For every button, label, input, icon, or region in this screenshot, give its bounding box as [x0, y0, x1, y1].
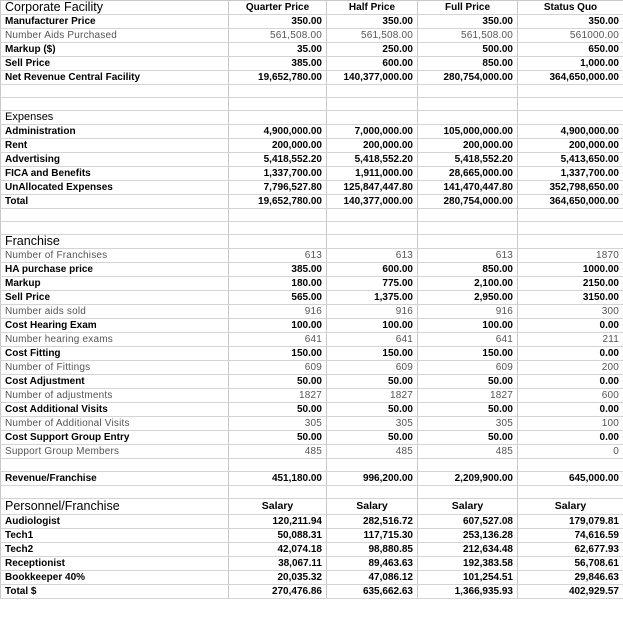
expense-row-value[interactable]: 5,418,552.20 — [327, 153, 418, 167]
franchise-row — [1, 431, 623, 445]
franchise-row-value[interactable]: 0.00 — [518, 431, 623, 445]
expense-row-label[interactable]: FICA and Benefits — [1, 167, 229, 181]
franchise-row-value[interactable]: 613 — [229, 249, 327, 263]
empty-row — [1, 459, 623, 472]
franchise-row-label[interactable]: Markup — [1, 277, 229, 291]
corporate-row-label[interactable]: Net Revenue Central Facility — [1, 71, 229, 85]
corporate-title[interactable]: Corporate Facility — [1, 1, 229, 15]
expense-row-value[interactable]: 1,337,700.00 — [518, 167, 623, 181]
franchise-row-value[interactable]: 150.00 — [229, 347, 327, 361]
expense-row — [1, 181, 623, 195]
personnel-row-value[interactable]: 74,616.59 — [518, 529, 623, 543]
franchise-row-value[interactable]: 641 — [418, 333, 518, 347]
expense-row-value[interactable]: 4,900,000.00 — [518, 125, 623, 139]
franchise-row-value[interactable]: 100.00 — [327, 319, 418, 333]
franchise-row — [1, 319, 623, 333]
personnel-row-value[interactable]: 101,254.51 — [418, 571, 518, 585]
corporate-row-value[interactable]: 561000.00 — [518, 29, 623, 43]
expense-row-value[interactable]: 141,470,447.80 — [418, 181, 518, 195]
franchise-row-value[interactable]: 1000.00 — [518, 263, 623, 277]
franchise-row-value[interactable]: 600.00 — [327, 263, 418, 277]
franchise-row — [1, 333, 623, 347]
franchise-row-value[interactable]: 916 — [327, 305, 418, 319]
expense-row-value[interactable]: 5,418,552.20 — [229, 153, 327, 167]
corporate-header-row — [1, 1, 623, 15]
franchise-row-value[interactable]: 50.00 — [229, 375, 327, 389]
personnel-row-value[interactable]: 253,136.28 — [418, 529, 518, 543]
corporate-section — [1, 15, 623, 85]
corporate-row-value[interactable]: 350.00 — [518, 15, 623, 29]
franchise-row-value[interactable]: 300 — [518, 305, 623, 319]
expense-row-value[interactable]: 280,754,000.00 — [418, 195, 518, 209]
personnel-row-value[interactable]: 635,662.63 — [327, 585, 418, 599]
franchise-row-value[interactable]: 485 — [327, 445, 418, 459]
expense-row-value[interactable]: 28,665,000.00 — [418, 167, 518, 181]
franchise-row-value[interactable]: 1827 — [229, 389, 327, 403]
column-header[interactable]: Status Quo — [518, 1, 623, 15]
franchise-row-value[interactable]: 385.00 — [229, 263, 327, 277]
personnel-row-value[interactable]: 20,035.32 — [229, 571, 327, 585]
personnel-row-label[interactable]: Tech1 — [1, 529, 229, 543]
expense-row-value[interactable]: 364,650,000.00 — [518, 195, 623, 209]
franchise-row — [1, 305, 623, 319]
franchise-row-label[interactable]: Number of adjustments — [1, 389, 229, 403]
personnel-row-label[interactable]: Bookkeeper 40% — [1, 571, 229, 585]
personnel-row-value[interactable]: 282,516.72 — [327, 515, 418, 529]
franchise-row-value[interactable]: 2,950.00 — [418, 291, 518, 305]
franchise-row-label[interactable]: Number of Franchises — [1, 249, 229, 263]
personnel-row-value[interactable]: 42,074.18 — [229, 543, 327, 557]
personnel-row — [1, 515, 623, 529]
expense-row-label[interactable]: Rent — [1, 139, 229, 153]
salary-header[interactable]: Salary — [418, 499, 518, 515]
franchise-row-value[interactable]: 2150.00 — [518, 277, 623, 291]
corporate-row-label[interactable]: Sell Price — [1, 57, 229, 71]
personnel-row-value[interactable]: 38,067.11 — [229, 557, 327, 571]
franchise-row-value[interactable]: 305 — [229, 417, 327, 431]
salary-header[interactable]: Salary — [518, 499, 623, 515]
franchise-row-value[interactable]: 100.00 — [418, 319, 518, 333]
personnel-header-row — [1, 499, 623, 515]
expense-row-value[interactable]: 200,000.00 — [418, 139, 518, 153]
franchise-row — [1, 249, 623, 263]
corporate-row — [1, 15, 623, 29]
personnel-row-value[interactable]: 270,476.86 — [229, 585, 327, 599]
expense-row-label[interactable]: Total — [1, 195, 229, 209]
franchise-row-value[interactable]: 1827 — [327, 389, 418, 403]
franchise-row-value[interactable]: 305 — [418, 417, 518, 431]
personnel-row-label[interactable]: Total $ — [1, 585, 229, 599]
franchise-row — [1, 389, 623, 403]
franchise-row-value[interactable]: 3150.00 — [518, 291, 623, 305]
franchise-row — [1, 291, 623, 305]
personnel-row-value[interactable]: 402,929.57 — [518, 585, 623, 599]
franchise-row-value[interactable]: 0.00 — [518, 319, 623, 333]
empty-row — [1, 222, 623, 235]
franchise-row-value[interactable]: 609 — [418, 361, 518, 375]
column-header[interactable]: Full Price — [418, 1, 518, 15]
franchise-row — [1, 277, 623, 291]
franchise-row — [1, 417, 623, 431]
franchise-row — [1, 403, 623, 417]
franchise-row-value[interactable]: 150.00 — [418, 347, 518, 361]
franchise-row-value[interactable]: 50.00 — [327, 375, 418, 389]
franchise-section — [1, 249, 623, 459]
personnel-row-value[interactable]: 212,634.48 — [418, 543, 518, 557]
franchise-row-label[interactable]: Cost Fitting — [1, 347, 229, 361]
column-header[interactable]: Quarter Price — [229, 1, 327, 15]
personnel-row-value[interactable]: 89,463.63 — [327, 557, 418, 571]
corporate-row-value[interactable]: 385.00 — [229, 57, 327, 71]
expense-row-value[interactable]: 200,000.00 — [327, 139, 418, 153]
franchise-row — [1, 375, 623, 389]
expenses-section — [1, 125, 623, 209]
expense-row-value[interactable]: 1,337,700.00 — [229, 167, 327, 181]
expense-row-label[interactable]: Advertising — [1, 153, 229, 167]
personnel-row-value[interactable]: 192,383.58 — [418, 557, 518, 571]
franchise-row-label[interactable]: HA purchase price — [1, 263, 229, 277]
franchise-header-row — [1, 235, 623, 249]
corporate-row-value[interactable]: 850.00 — [418, 57, 518, 71]
franchise-row-label[interactable]: Number hearing exams — [1, 333, 229, 347]
expenses-title[interactable]: Expenses — [1, 111, 229, 125]
personnel-row — [1, 557, 623, 571]
franchise-row-value[interactable]: 485 — [229, 445, 327, 459]
expense-row — [1, 167, 623, 181]
salary-header[interactable]: Salary — [327, 499, 418, 515]
personnel-row-value[interactable]: 50,088.31 — [229, 529, 327, 543]
personnel-row-value[interactable]: 56,708.61 — [518, 557, 623, 571]
corporate-row — [1, 43, 623, 57]
franchise-row-label[interactable]: Number of Additional Visits — [1, 417, 229, 431]
personnel-row-value[interactable]: 47,086.12 — [327, 571, 418, 585]
franchise-row-label[interactable]: Cost Support Group Entry — [1, 431, 229, 445]
empty-row — [1, 209, 623, 222]
personnel-row-value[interactable]: 607,527.08 — [418, 515, 518, 529]
expenses-header-row — [1, 111, 623, 125]
franchise-row-value[interactable]: 50.00 — [418, 431, 518, 445]
revenue-label[interactable]: Revenue/Franchise — [1, 472, 229, 486]
franchise-row-value[interactable]: 850.00 — [418, 263, 518, 277]
personnel-row-label[interactable]: Audiologist — [1, 515, 229, 529]
franchise-row-label[interactable]: Cost Adjustment — [1, 375, 229, 389]
personnel-row-label[interactable]: Tech2 — [1, 543, 229, 557]
corporate-row-label[interactable]: Markup ($) — [1, 43, 229, 57]
franchise-row-value[interactable]: 600 — [518, 389, 623, 403]
franchise-row-value[interactable]: 0.00 — [518, 375, 623, 389]
franchise-row-value[interactable]: 180.00 — [229, 277, 327, 291]
expense-row — [1, 139, 623, 153]
corporate-row-value[interactable]: 350.00 — [327, 15, 418, 29]
corporate-row-value[interactable]: 350.00 — [418, 15, 518, 29]
franchise-row-value[interactable]: 1,375.00 — [327, 291, 418, 305]
expense-row — [1, 195, 623, 209]
franchise-row-value[interactable]: 613 — [418, 249, 518, 263]
empty-row — [1, 85, 623, 98]
franchise-row-value[interactable]: 200 — [518, 361, 623, 375]
expense-row-label[interactable]: Administration — [1, 125, 229, 139]
franchise-row-value[interactable]: 565.00 — [229, 291, 327, 305]
expense-row — [1, 125, 623, 139]
revenue-value[interactable]: 996,200.00 — [327, 472, 418, 486]
revenue-value[interactable]: 2,209,900.00 — [418, 472, 518, 486]
corporate-row-value[interactable]: 250.00 — [327, 43, 418, 57]
expense-row-value[interactable]: 105,000,000.00 — [418, 125, 518, 139]
expense-row-value[interactable]: 5,413,650.00 — [518, 153, 623, 167]
expense-row-value[interactable]: 140,377,000.00 — [327, 195, 418, 209]
personnel-row-value[interactable]: 29,846.63 — [518, 571, 623, 585]
franchise-row-value[interactable]: 613 — [327, 249, 418, 263]
corporate-row — [1, 57, 623, 71]
franchise-row — [1, 347, 623, 361]
personnel-row — [1, 571, 623, 585]
corporate-row-value[interactable]: 650.00 — [518, 43, 623, 57]
franchise-row-value[interactable]: 150.00 — [327, 347, 418, 361]
franchise-row — [1, 361, 623, 375]
corporate-row-value[interactable]: 280,754,000.00 — [418, 71, 518, 85]
corporate-row-value[interactable]: 19,652,780.00 — [229, 71, 327, 85]
franchise-row-value[interactable]: 100 — [518, 417, 623, 431]
franchise-row-label[interactable]: Sell Price — [1, 291, 229, 305]
personnel-row-value[interactable]: 98,880.85 — [327, 543, 418, 557]
expense-row-value[interactable]: 19,652,780.00 — [229, 195, 327, 209]
franchise-row-value[interactable]: 916 — [229, 305, 327, 319]
franchise-row-value[interactable]: 0 — [518, 445, 623, 459]
personnel-row-value[interactable]: 1,366,935.93 — [418, 585, 518, 599]
expense-row — [1, 153, 623, 167]
corporate-row — [1, 29, 623, 43]
franchise-row-label[interactable]: Number aids sold — [1, 305, 229, 319]
corporate-row-value[interactable]: 600.00 — [327, 57, 418, 71]
franchise-row-value[interactable]: 609 — [327, 361, 418, 375]
expense-row-value[interactable]: 200,000.00 — [518, 139, 623, 153]
expense-row-value[interactable]: 125,847,447.80 — [327, 181, 418, 195]
salary-header[interactable]: Salary — [229, 499, 327, 515]
corporate-row-value[interactable]: 500.00 — [418, 43, 518, 57]
corporate-row-value[interactable]: 561,508.00 — [327, 29, 418, 43]
empty-row — [1, 486, 623, 499]
corporate-row-value[interactable]: 140,377,000.00 — [327, 71, 418, 85]
franchise-row-label[interactable]: Support Group Members — [1, 445, 229, 459]
franchise-row-value[interactable]: 50.00 — [418, 375, 518, 389]
franchise-row-value[interactable]: 50.00 — [418, 403, 518, 417]
expense-row-value[interactable]: 352,798,650.00 — [518, 181, 623, 195]
personnel-section — [1, 515, 623, 599]
personnel-row-value[interactable]: 117,715.30 — [327, 529, 418, 543]
revenue-value[interactable]: 451,180.00 — [229, 472, 327, 486]
franchise-row-value[interactable]: 50.00 — [327, 403, 418, 417]
franchise-row-value[interactable]: 50.00 — [327, 431, 418, 445]
revenue-value[interactable]: 645,000.00 — [518, 472, 623, 486]
personnel-row-label[interactable]: Receptionist — [1, 557, 229, 571]
expense-row-label[interactable]: UnAllocated Expenses — [1, 181, 229, 195]
personnel-row-value[interactable]: 179,079.81 — [518, 515, 623, 529]
franchise-row-label[interactable]: Cost Hearing Exam — [1, 319, 229, 333]
corporate-row-value[interactable]: 350.00 — [229, 15, 327, 29]
franchise-row-value[interactable]: 50.00 — [229, 431, 327, 445]
franchise-row-value[interactable]: 916 — [418, 305, 518, 319]
franchise-row-label[interactable]: Number of Fittings — [1, 361, 229, 375]
franchise-row-label[interactable]: Cost Additional Visits — [1, 403, 229, 417]
personnel-row-value[interactable]: 62,677.93 — [518, 543, 623, 557]
franchise-row-value[interactable]: 485 — [418, 445, 518, 459]
personnel-row — [1, 543, 623, 557]
franchise-row-value[interactable]: 1827 — [418, 389, 518, 403]
expense-row-value[interactable]: 7,796,527.80 — [229, 181, 327, 195]
franchise-row-value[interactable]: 775.00 — [327, 277, 418, 291]
franchise-row-value[interactable]: 305 — [327, 417, 418, 431]
franchise-row-value[interactable]: 609 — [229, 361, 327, 375]
expense-row-value[interactable]: 7,000,000.00 — [327, 125, 418, 139]
revenue-row — [1, 472, 623, 486]
personnel-row-value[interactable]: 120,211.94 — [229, 515, 327, 529]
personnel-row — [1, 585, 623, 599]
corporate-row-label[interactable]: Manufacturer Price — [1, 15, 229, 29]
franchise-row-value[interactable]: 0.00 — [518, 403, 623, 417]
franchise-title[interactable]: Franchise — [1, 235, 229, 249]
franchise-row-value[interactable]: 2,100.00 — [418, 277, 518, 291]
empty-row — [1, 98, 623, 111]
franchise-row-value[interactable]: 50.00 — [229, 403, 327, 417]
personnel-title[interactable]: Personnel/Franchise — [1, 499, 229, 515]
franchise-row — [1, 445, 623, 459]
expense-row-value[interactable]: 5,418,552.20 — [418, 153, 518, 167]
corporate-row-value[interactable]: 35.00 — [229, 43, 327, 57]
expense-row-value[interactable]: 200,000.00 — [229, 139, 327, 153]
column-header[interactable]: Half Price — [327, 1, 418, 15]
franchise-row-value[interactable]: 100.00 — [229, 319, 327, 333]
expense-row-value[interactable]: 1,911,000.00 — [327, 167, 418, 181]
expense-row-value[interactable]: 4,900,000.00 — [229, 125, 327, 139]
corporate-row-value[interactable]: 561,508.00 — [418, 29, 518, 43]
corporate-row — [1, 71, 623, 85]
corporate-row-value[interactable]: 364,650,000.00 — [518, 71, 623, 85]
franchise-row — [1, 263, 623, 277]
personnel-row — [1, 529, 623, 543]
corporate-row-value[interactable]: 561,508.00 — [229, 29, 327, 43]
corporate-row-value[interactable]: 1,000.00 — [518, 57, 623, 71]
franchise-row-value[interactable]: 0.00 — [518, 347, 623, 361]
franchise-row-value[interactable]: 1870 — [518, 249, 623, 263]
corporate-row-label[interactable]: Number Aids Purchased — [1, 29, 229, 43]
franchise-row-value[interactable]: 641 — [229, 333, 327, 347]
franchise-row-value[interactable]: 641 — [327, 333, 418, 347]
franchise-row-value[interactable]: 211 — [518, 333, 623, 347]
